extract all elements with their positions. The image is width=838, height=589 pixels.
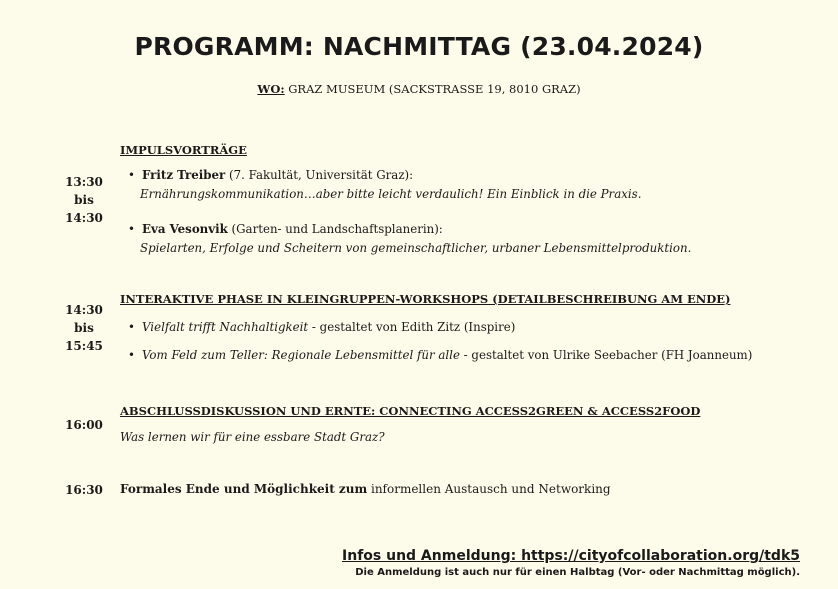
session-time-3: [62, 416, 106, 434]
bullet-icon: •: [128, 168, 135, 182]
time-sep: bis: [74, 321, 94, 335]
session-heading-workshops: INTERAKTIVE PHASE IN KLEINGRUPPEN-WORKSHOPS (DETAILBESCHREIBUNG AM ENDE): [120, 292, 731, 306]
session-heading-impulsvortraege: IMPULSVORTRÄGE: [120, 143, 247, 157]
bullet-icon: •: [128, 320, 135, 334]
page-title: PROGRAMM: NACHMITTAG (23.04.2024): [134, 32, 704, 61]
session-time-1: [62, 173, 106, 227]
location-text: GRAZ MUSEUM (SACKSTRASSE 19, 8010 GRAZ): [284, 82, 581, 96]
workshop-title: Vielfalt trifft Nachhaltigkeit: [142, 320, 309, 334]
workshop-item: [128, 348, 752, 362]
location-label: WO:: [257, 82, 285, 96]
speaker-name: Eva Vesonvik: [142, 222, 228, 236]
talk-title: Ernährungskommunikation…aber bitte leicht verdaulich! Ein Einblick in die Praxis.: [140, 187, 642, 201]
session-time-2: [62, 301, 106, 355]
time-start: 16:00: [65, 418, 103, 432]
time-start: 16:30: [65, 483, 103, 497]
workshop-host: - gestaltet von Ulrike Seebacher (FH Joanneum): [459, 348, 753, 362]
closing-line: [120, 482, 611, 496]
talk-title: Spielarten, Erfolge und Scheitern von gemeinschaftlicher, urbaner Lebensmittelproduktion.: [140, 241, 692, 255]
speaker-detail: (7. Fakultät, Universität Graz):: [225, 168, 414, 182]
workshop-item: [128, 320, 515, 334]
time-sep: bis: [74, 193, 94, 207]
closing-rest: informellen Austausch und Networking: [367, 482, 611, 496]
time-start: 13:30: [65, 175, 103, 189]
time-start: 14:30: [65, 303, 103, 317]
time-end: 15:45: [65, 339, 103, 353]
discussion-question: Was lernen wir für eine essbare Stadt Graz?: [120, 430, 385, 444]
session-time-4: [62, 481, 106, 499]
session-heading-abschluss: ABSCHLUSSDISKUSSION UND ERNTE: CONNECTING ACCESS2GREEN & ACCESS2FOOD: [120, 404, 701, 418]
speaker-item: [128, 168, 413, 182]
closing-bold: Formales Ende und Möglichkeit zum: [120, 482, 368, 496]
registration-note: Die Anmeldung ist auch nur für einen Halbtag (Vor- oder Nachmittag möglich).: [355, 567, 800, 578]
bullet-icon: •: [128, 222, 135, 236]
time-end: 14:30: [65, 211, 103, 225]
speaker-name: Fritz Treiber: [142, 168, 226, 182]
workshop-title: Vom Feld zum Teller: Regionale Lebensmittel für alle: [142, 348, 460, 362]
speaker-item: [128, 222, 443, 236]
location-line: [0, 82, 838, 96]
speaker-detail: (Garten- und Landschaftsplanerin):: [227, 222, 443, 236]
workshop-host: - gestaltet von Edith Zitz (Inspire): [308, 320, 516, 334]
bullet-icon: •: [128, 348, 135, 362]
registration-link[interactable]: Infos und Anmeldung: https://cityofcollaboration.org/tdk5: [342, 548, 800, 564]
